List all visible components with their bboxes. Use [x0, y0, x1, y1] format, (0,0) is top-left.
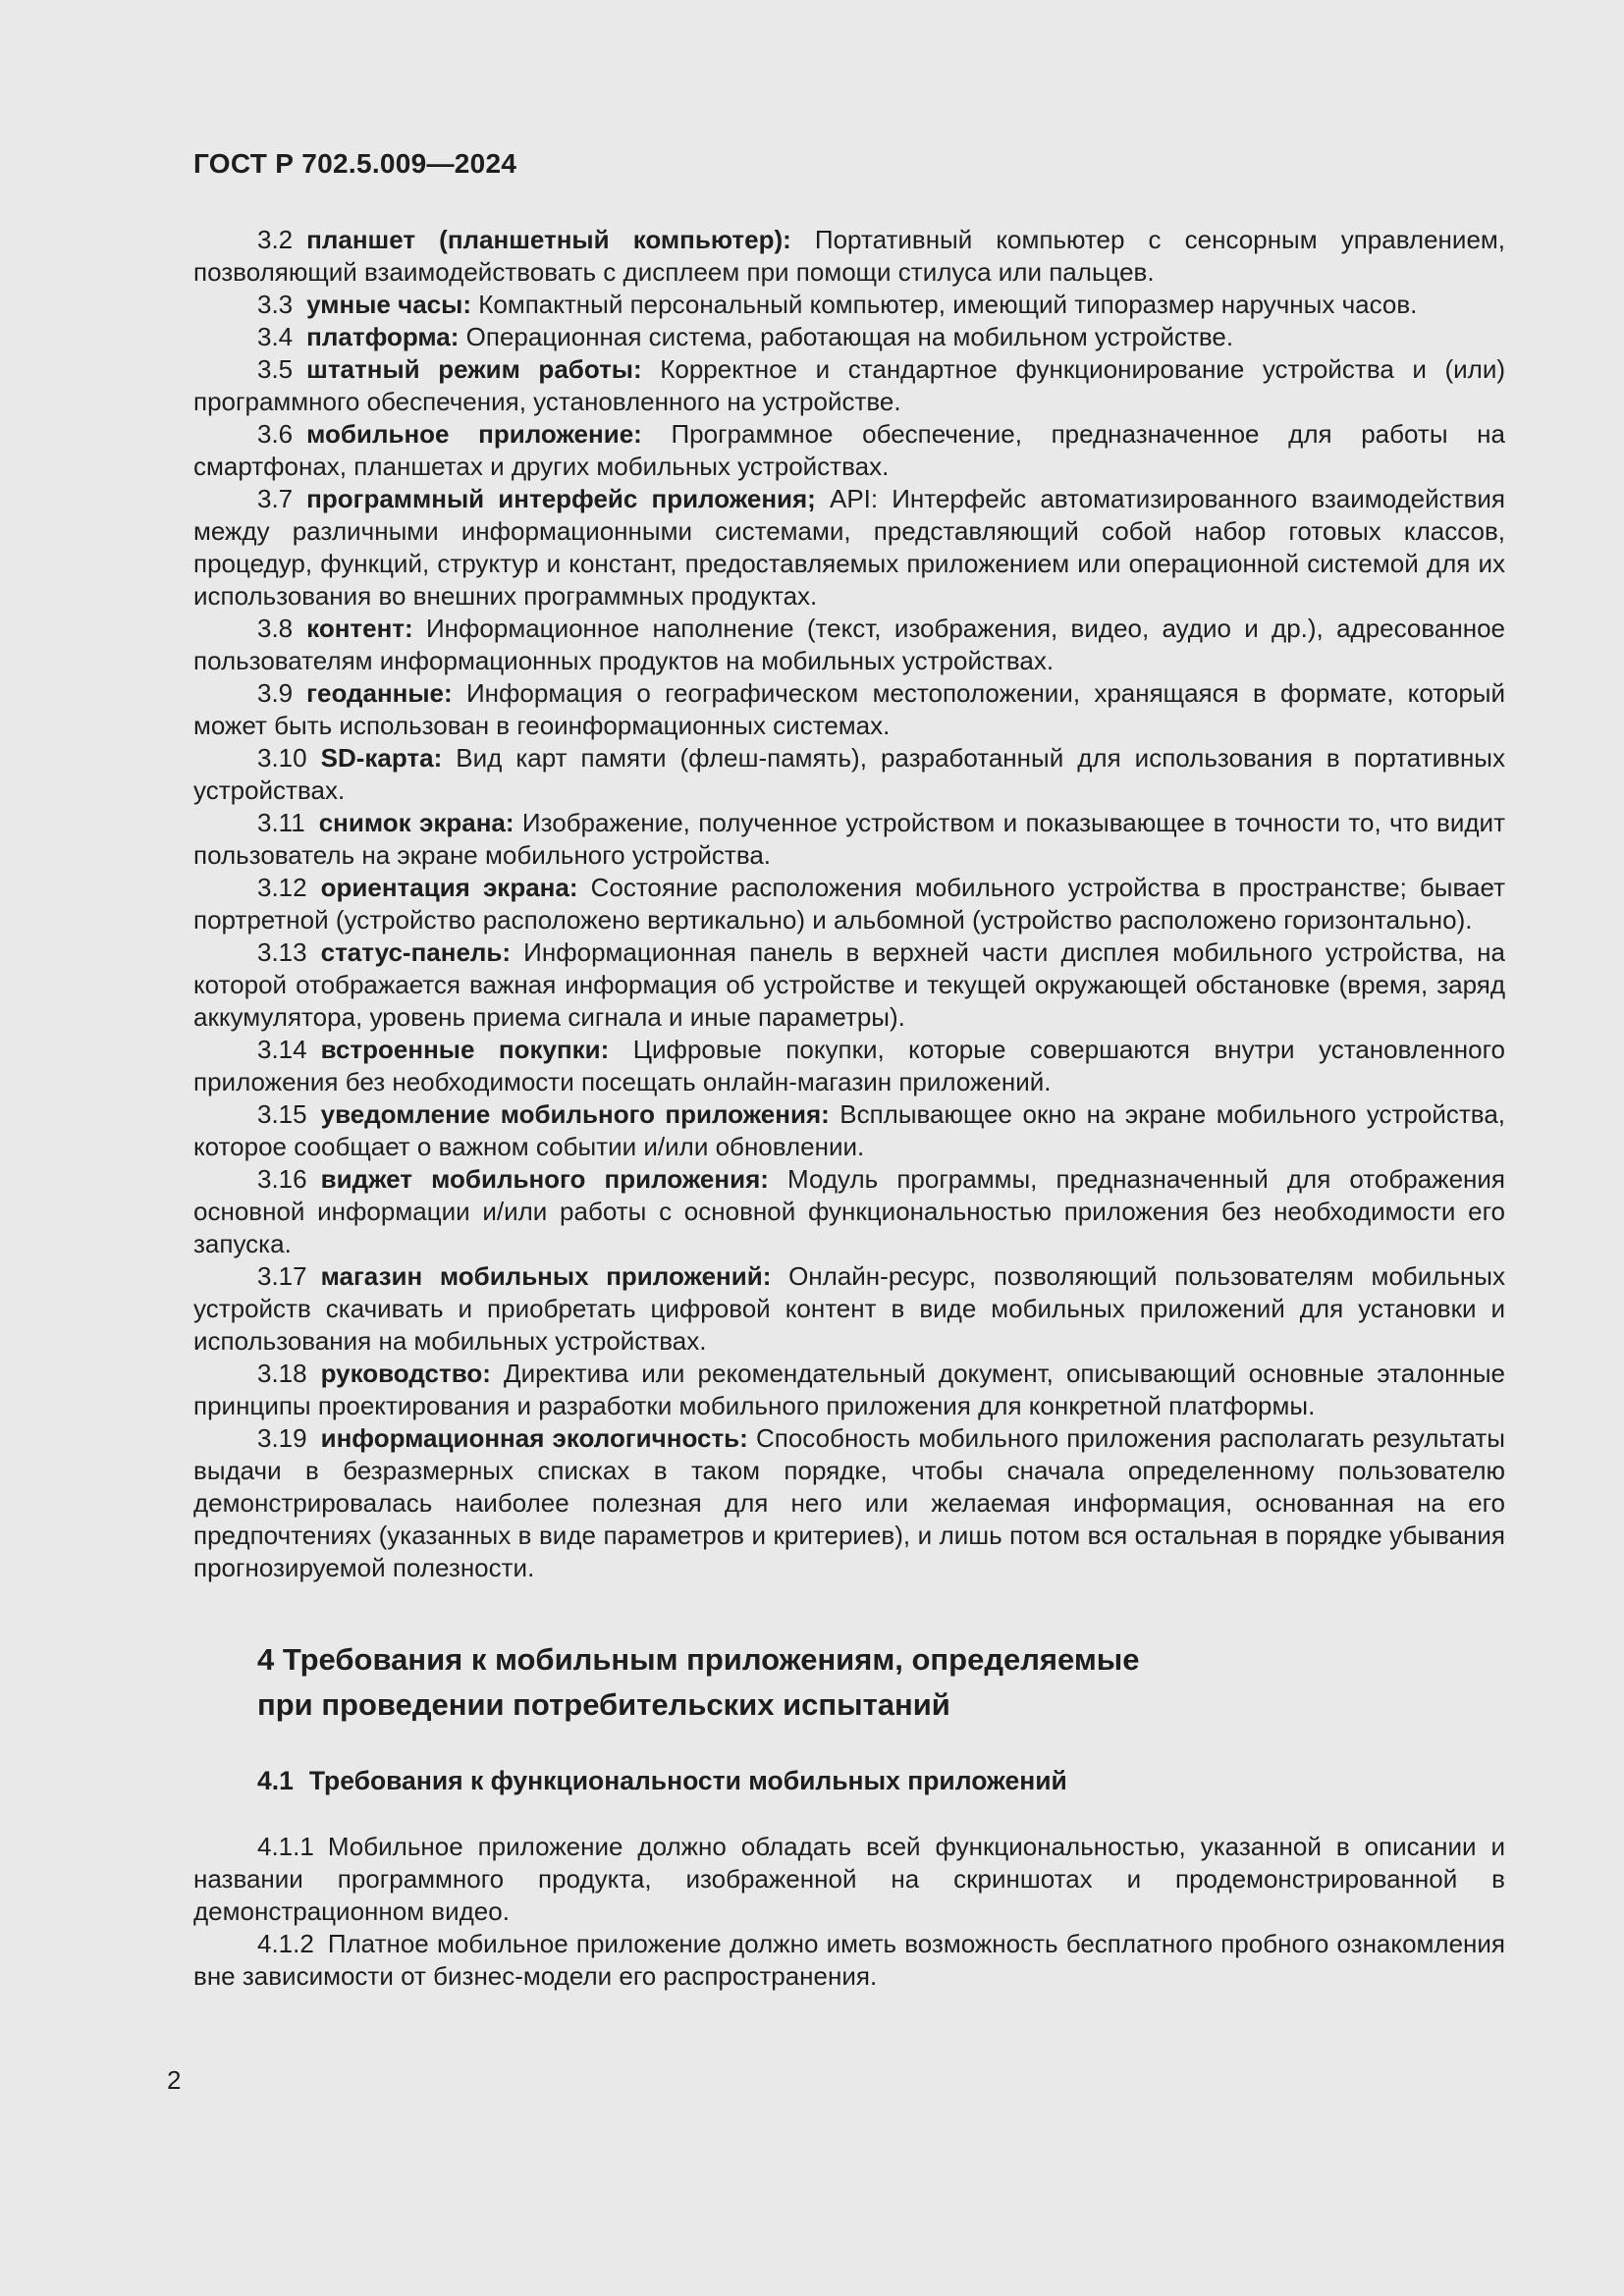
term-label: планшет (планшетный компьютер): — [306, 225, 791, 254]
clause-number: 3.10 — [257, 743, 307, 773]
clause-number: 3.18 — [257, 1359, 307, 1388]
term-label: мобильное приложение: — [306, 419, 642, 449]
term-paragraph: 3.2 планшет (планшетный компьютер): Портативный компьютер с сенсорным управлением, позволяющий взаимодействовать с дисплеем при помощи стилуса или пальцев. — [193, 225, 1506, 287]
clause-number: 3.9 — [257, 678, 294, 708]
clauses-section — [193, 1831, 1505, 1993]
term-paragraph: 3.13 статус-панель: Информационная панель в верхней части дисплея мобильного устройства, на которой отображается важная информация об устройстве и текущей окружающей обстановке (время, заряд аккумулятора, уровень приема сигнала и иные параметры). — [193, 937, 1505, 1032]
term-label: платформа: — [306, 322, 460, 351]
term-label: виджет мобильного приложения: — [320, 1164, 769, 1194]
term-label: встроенные покупки: — [320, 1035, 610, 1064]
term-paragraph: 3.14 встроенные покупки: Цифровые покупки, которые совершаются внутри установленного приложения без необходимости посещать онлайн-магазин приложений. — [193, 1035, 1505, 1096]
clause-number: 3.13 — [257, 937, 307, 967]
clause-number: 3.7 — [257, 484, 294, 513]
section-4-1-number: 4.1 — [257, 1766, 294, 1795]
term-paragraph: 3.18 руководство: Директива или рекомендательный документ, описывающий основные эталонные принципы проектирования и разработки мобильного приложения для конкретной платформы. — [193, 1359, 1505, 1420]
term-paragraph: 3.16 виджет мобильного приложения: Модуль программы, предназначенный для отображения основной информации и/или работы с основной функциональностью приложения без необходимости его запуска. — [193, 1164, 1506, 1258]
terms-section — [193, 224, 1505, 1584]
section-4-1-heading — [257, 1765, 1505, 1797]
doc-code: ГОСТ Р 702.5.009—2024 — [193, 148, 517, 179]
term-paragraph: 3.19 информационная экологичность: Способность мобильного приложения располагать результаты выдачи в безразмерных списках в таком порядке, чтобы сначала определенному пользователю демонстрировалась наиболее полезная для него или желаемая информация, основанная на его предпочтениях (указанных в виде параметров и критериев), и лишь потом вся остальная в порядке убывания прогнозируемой полезности. — [193, 1423, 1505, 1582]
term-paragraph: 3.6 мобильное приложение: Программное обеспечение, предназначенное для работы на смартфонах, планшетах и других мобильных устройствах. — [193, 419, 1505, 481]
clause-number: 3.6 — [257, 419, 294, 449]
clause-number: 3.4 — [257, 322, 294, 351]
clause-number: 3.17 — [257, 1261, 307, 1291]
term-label: программный интерфейс приложения; — [306, 484, 816, 513]
term-label: умные часы: — [306, 290, 471, 319]
term-paragraph: 3.17 магазин мобильных приложений: Онлайн-ресурс, позволяющий пользователям мобильных устройств скачивать и приобретать цифровой контент в виде мобильных приложений для установки и использования на мобильных устройствах. — [193, 1261, 1505, 1356]
term-paragraph: 3.12 ориентация экрана: Состояние расположения мобильного устройства в пространстве; бывает портретной (устройство расположено вертикально) и альбомной (устройство расположено горизонтально). — [193, 873, 1505, 934]
term-paragraph: 3.8 контент: Информационное наполнение (текст, изображения, видео, аудио и др.), адресованное пользователям информационных продуктов на мобильных устройствах. — [193, 614, 1505, 675]
term-paragraph: 3.5 штатный режим работы: Корректное и стандартное функционирование устройства и (или) программного обеспечения, установленного на устройстве. — [193, 354, 1505, 416]
term-label: статус-панель: — [320, 937, 512, 967]
section-4-1-title: Требования к функциональности мобильных приложений — [308, 1766, 1067, 1795]
clause-number: 3.19 — [257, 1423, 307, 1453]
page-number: 2 — [167, 2065, 182, 2095]
document-body — [193, 224, 1505, 1993]
term-label: руководство: — [320, 1359, 491, 1388]
clause-number: 3.15 — [257, 1099, 307, 1129]
term-paragraph: 3.11 снимок экрана: Изображение, полученное устройством и показывающее в точности то, что видит пользователь на экране мобильного устройства. — [193, 808, 1505, 870]
clause-number: 3.12 — [257, 873, 307, 902]
term-label: уведомление мобильного приложения: — [320, 1099, 830, 1129]
clause-paragraph: 4.1.2 Платное мобильное приложение должно иметь возможность бесплатного пробного ознакомления вне зависимости от бизнес-модели его распространения. — [193, 1929, 1505, 1991]
term-paragraph: 3.15 уведомление мобильного приложения: Всплывающее окно на экране мобильного устройства, которое сообщает о важном событии и/или обновлении. — [193, 1099, 1506, 1161]
term-label: контент: — [306, 614, 413, 643]
clause-number: 3.11 — [257, 808, 305, 837]
term-label: геоданные: — [306, 678, 453, 708]
clause-number: 3.14 — [257, 1035, 307, 1064]
section-4-heading: 4 Требования к мобильным приложениям, определяемые при проведении потребительских испытаний — [257, 1642, 1140, 1722]
term-paragraph: 3.9 геоданные: Информация о географическом местоположении, хранящаяся в формате, который может быть использован в геоинформационных системах. — [193, 678, 1505, 740]
clause-number: 3.2 — [257, 225, 294, 254]
running-header — [193, 148, 516, 180]
term-paragraph: 3.7 программный интерфейс приложения; API: Интерфейс автоматизированного взаимодействия между различными информационными системами, представляющий собой набор готовых классов, процедур, функций, структур и констант, предоставляемых приложением или операционной системой для их использования во внешних программных продуктах. — [193, 484, 1505, 611]
term-paragraph: 3.3 умные часы: Компактный персональный компьютер, имеющий типоразмер наручных часов. — [257, 290, 1418, 319]
clause-number: 4.1.2 — [257, 1929, 314, 1958]
clause-number: 3.8 — [257, 614, 294, 643]
term-label: штатный режим работы: — [306, 354, 642, 384]
term-label: снимок экрана: — [318, 808, 514, 837]
term-paragraph: 3.4 платформа: Операционная система, работающая на мобильном устройстве. — [257, 322, 1234, 351]
term-label: информационная экологичность: — [320, 1423, 748, 1453]
clause-number: 3.5 — [257, 354, 294, 384]
clause-number: 3.16 — [257, 1164, 307, 1194]
term-label: магазин мобильных приложений: — [320, 1261, 772, 1291]
term-label: SD-карта: — [320, 743, 443, 773]
term-label: ориентация экрана: — [320, 873, 578, 902]
clause-number: 3.3 — [257, 290, 294, 319]
clause-paragraph: 4.1.1 Мобильное приложение должно обладать всей функциональностью, указанной в описании и названии программного продукта, изображенной на скриншотах и продемонстрированной в демонстрационном видео. — [193, 1832, 1505, 1926]
term-paragraph: 3.10 SD-карта: Вид карт памяти (флеш-память), разработанный для использования в портативных устройствах. — [193, 743, 1505, 805]
clause-number: 4.1.1 — [257, 1832, 314, 1861]
